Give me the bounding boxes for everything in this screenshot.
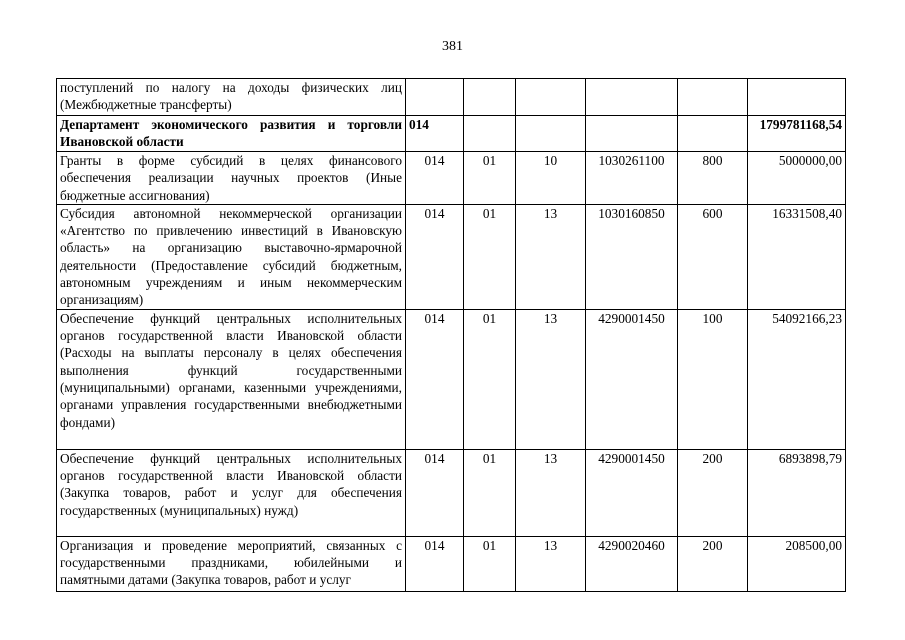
ministry-code: 014: [406, 536, 464, 591]
row-description: Обеспечение функций центральных исполнительных органов государственной власти Ивановской области (Расходы на выплаты персоналу в целях обеспечения выполнения функций государственными (муниципальными) органами, казенными учреждениями, органами управления государственными внебюджетными фондами): [57, 309, 406, 449]
ministry-code: 014: [406, 309, 464, 449]
table-row: [57, 116, 846, 152]
target-article-code: 1030261100: [586, 152, 678, 205]
subsection-code: 13: [516, 309, 586, 449]
expense-type-code: [678, 79, 748, 116]
amount: 6893898,79: [748, 449, 846, 536]
expense-type-code: 100: [678, 309, 748, 449]
section-code: 01: [464, 152, 516, 205]
section-code: [464, 79, 516, 116]
expense-type-code: 200: [678, 449, 748, 536]
ministry-code: 014: [406, 449, 464, 536]
subsection-code: 13: [516, 536, 586, 591]
subsection-code: 10: [516, 152, 586, 205]
ministry-code: [406, 79, 464, 116]
section-code: 01: [464, 449, 516, 536]
section-code: 01: [464, 204, 516, 309]
amount: 16331508,40: [748, 204, 846, 309]
target-article-code: 1030160850: [586, 204, 678, 309]
row-description: Департамент экономического развития и торговли Ивановской области: [57, 116, 406, 152]
table-body: [57, 79, 846, 592]
row-description: Субсидия автономной некоммерческой организации «Агентство по привлечению инвестиций в Ивановскую область» на организацию выставочно-ярмарочной деятельности (Предоставление субсидий бюджетным, автономным учреждениям и иным некоммерческим организациям): [57, 204, 406, 309]
amount: 5000000,00: [748, 152, 846, 205]
table-row: [57, 204, 846, 309]
table-row: [57, 449, 846, 536]
target-article-code: 4290020460: [586, 536, 678, 591]
table-row: [57, 79, 846, 116]
target-article-code: [586, 79, 678, 116]
table-row: [57, 536, 846, 591]
subsection-code: [516, 79, 586, 116]
expense-type-code: [678, 116, 748, 152]
row-description: Гранты в форме субсидий в целях финансового обеспечения реализации научных проектов (Иные бюджетные ассигнования): [57, 152, 406, 205]
subsection-code: 13: [516, 204, 586, 309]
target-article-code: 4290001450: [586, 449, 678, 536]
amount: 208500,00: [748, 536, 846, 591]
amount: [748, 79, 846, 116]
table-row: [57, 152, 846, 205]
ministry-code: 014: [406, 152, 464, 205]
amount: 1799781168,54: [748, 116, 846, 152]
row-description: Организация и проведение мероприятий, связанных с государственными праздниками, юбилейными и памятными датами (Закупка товаров, работ и услуг: [57, 536, 406, 591]
ministry-code: 014: [406, 204, 464, 309]
ministry-code: 014: [406, 116, 464, 152]
subsection-code: [516, 116, 586, 152]
page-number: 381: [442, 39, 463, 54]
row-description: Обеспечение функций центральных исполнительных органов государственной власти Ивановской области (Закупка товаров, работ и услуг для обеспечения государственных (муниципальных) нужд): [57, 449, 406, 536]
expense-type-code: 200: [678, 536, 748, 591]
section-code: [464, 116, 516, 152]
target-article-code: 4290001450: [586, 309, 678, 449]
budget-table: [56, 78, 846, 592]
subsection-code: 13: [516, 449, 586, 536]
amount: 54092166,23: [748, 309, 846, 449]
expense-type-code: 800: [678, 152, 748, 205]
target-article-code: [586, 116, 678, 152]
row-description: поступлений по налогу на доходы физических лиц (Межбюджетные трансферты): [57, 79, 406, 116]
table-row: [57, 309, 846, 449]
section-code: 01: [464, 309, 516, 449]
expense-type-code: 600: [678, 204, 748, 309]
section-code: 01: [464, 536, 516, 591]
